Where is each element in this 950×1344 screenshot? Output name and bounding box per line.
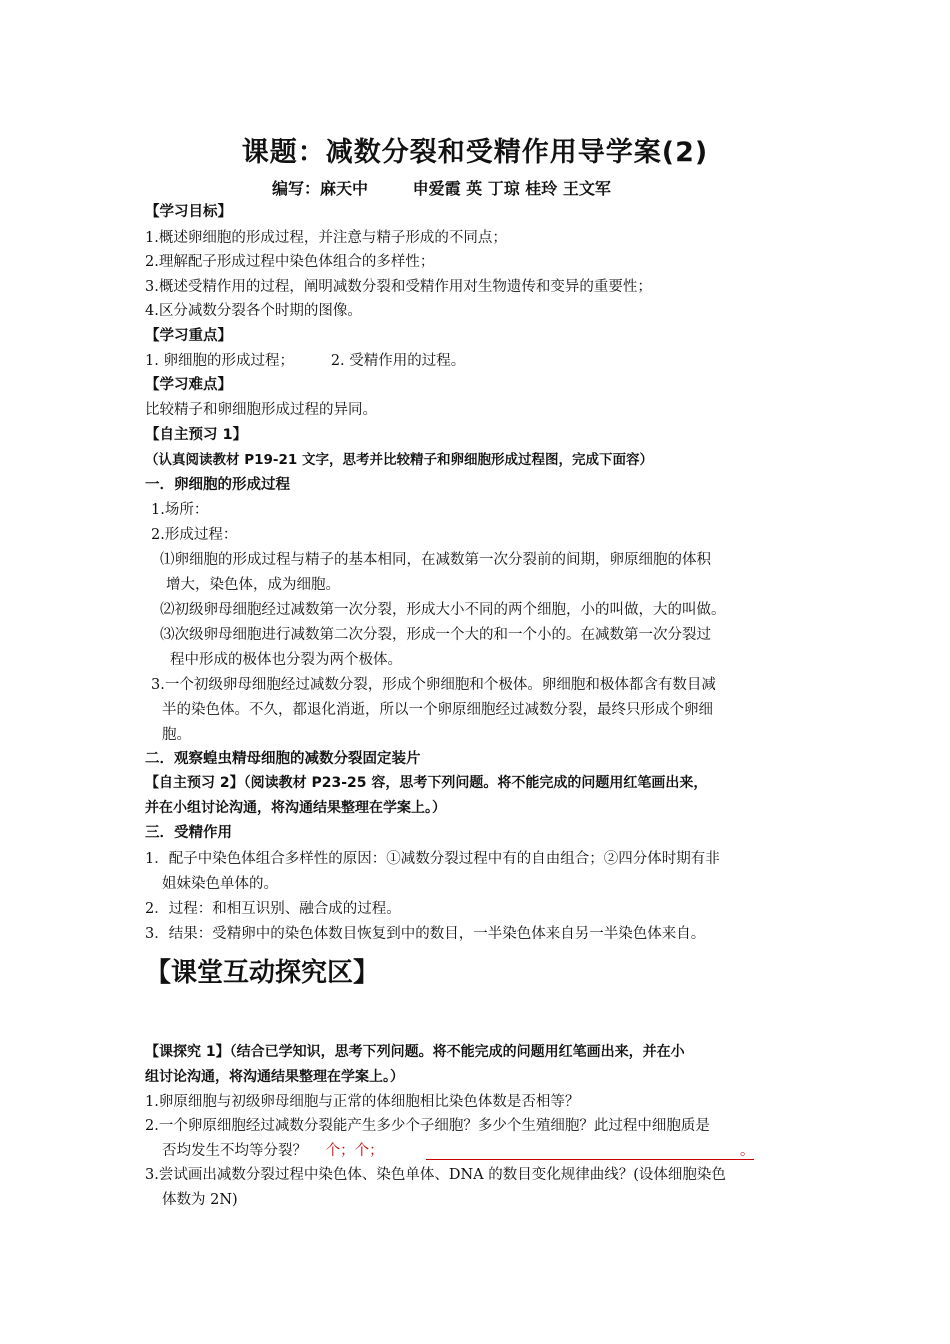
explore-q2-cont <box>162 1141 384 1161</box>
page-title: 课题：减数分裂和受精作用导学案(2) <box>241 137 709 168</box>
preview1-instruction: （认真阅读教材 P19-21 文字，思考并比较精子和卵细胞形成过程图，完成下面容） <box>145 452 653 468</box>
preview1-header: 【自主预习 1】 <box>145 427 248 443</box>
key-points-text: 1. 卵细胞的形成过程； 2. 受精作用的过程。 <box>145 353 466 369</box>
section3-title: 三．受精作用 <box>145 825 232 841</box>
explore-q3-cont: 体数为 2N) <box>162 1192 238 1208</box>
explore1-header: 【课探究 1】（结合已学知识，思考下列问题。将不能完成的问题用红笔画出来，并在小 <box>145 1044 685 1060</box>
explore1-header-cont: 组讨论沟通，将沟通结果整理在学案上。） <box>145 1069 404 1085</box>
preview2-header-cont: 并在小组讨论沟通，将沟通结果整理在学案上。） <box>145 800 446 816</box>
preview2-item1: 1．配子中染色体组合多样性的原因：①减数分裂过程中有的自由组合；②四分体时期有非 <box>145 851 720 867</box>
explore-q3: 3.尝试画出减数分裂过程中染色体、染色单体、DNA 的数目变化规律曲线？(设体细胞染色 <box>145 1167 726 1183</box>
preview1-item-process: 2.形成过程： <box>151 527 238 543</box>
preview1-item3-cont: 半的染色体。不久，都退化消逝，所以一个卵原细胞经过减数分裂，最终只形成个卵细 <box>162 702 713 718</box>
authors-line: 编写：麻天中 申爱霞 英 丁琼 桂玲 王文军 <box>272 179 611 198</box>
objective-item: 3.概述受精作用的过程，阐明减数分裂和受精作用对生物遗传和变异的重要性； <box>145 279 652 295</box>
classroom-header: 【课堂互动探究区】 <box>145 958 380 988</box>
objective-item: 2.理解配子形成过程中染色体组合的多样性； <box>145 254 435 270</box>
preview1-sub3-cont: 程中形成的极体也分裂为两个极体。 <box>170 652 402 668</box>
objective-item: 4.区分减数分裂各个时期的图像。 <box>145 303 362 319</box>
answer-underline <box>426 1158 754 1160</box>
key-points-header: 【学习重点】 <box>145 328 232 344</box>
preview1-item3-end: 胞。 <box>162 727 191 743</box>
preview2-item2: 2．过程：和相互识别、融合成的过程。 <box>145 901 401 917</box>
objective-item: 1.概述卵细胞的形成过程，并注意与精子形成的不同点； <box>145 230 507 246</box>
preview2-header: 【自主预习 2】（阅读教材 P23-25 容，思考下列问题。将不能完成的问题用红笔画出来， <box>145 775 708 791</box>
difficulties-header: 【学习难点】 <box>145 377 232 393</box>
explore-q2-text: 否均发生不均等分裂？ <box>162 1143 307 1159</box>
preview2-item3: 3．结果：受精卵中的染色体数目恢复到中的数目，一半染色体来自另一半染色体来自。 <box>145 926 706 942</box>
explore-q2-answer: 个；个； <box>325 1143 384 1159</box>
explore-q1: 1.卵原细胞与初级卵母细胞与正常的体细胞相比染色体数是否相等？ <box>145 1094 580 1110</box>
preview1-sub3: ⑶次级卵母细胞进行减数第二次分裂，形成一个大的和一个小的。在减数第一次分裂过 <box>160 627 711 643</box>
preview1-sub1-cont: 增大，染色体，成为细胞。 <box>166 577 340 593</box>
difficulties-text: 比较精子和卵细胞形成过程的异同。 <box>145 402 377 418</box>
preview1-sub2: ⑵初级卵母细胞经过减数第一次分裂，形成大小不同的两个细胞，小的叫做，大的叫做。 <box>160 602 726 618</box>
explore-q2-end: 。 <box>740 1143 755 1159</box>
objectives-header: 【学习目标】 <box>145 204 232 220</box>
preview1-item-place: 1.场所： <box>151 502 209 518</box>
preview2-item1-cont: 姐妹染色单体的。 <box>162 876 278 892</box>
preview1-item3: 3.一个初级卵母细胞经过减数分裂，形成个卵细胞和个极体。卵细胞和极体都含有数目减 <box>151 677 716 693</box>
section2-title: 二．观察蝗虫精母细胞的减数分裂固定装片 <box>145 751 421 767</box>
explore-q2: 2.一个卵原细胞经过减数分裂能产生多少个子细胞？多少个生殖细胞？此过程中细胞质是 <box>145 1118 710 1134</box>
preview1-sub1: ⑴卵细胞的形成过程与精子的基本相同，在减数第一次分裂前的间期，卵原细胞的体积 <box>160 552 711 568</box>
section1-title: 一．卵细胞的形成过程 <box>145 477 290 493</box>
